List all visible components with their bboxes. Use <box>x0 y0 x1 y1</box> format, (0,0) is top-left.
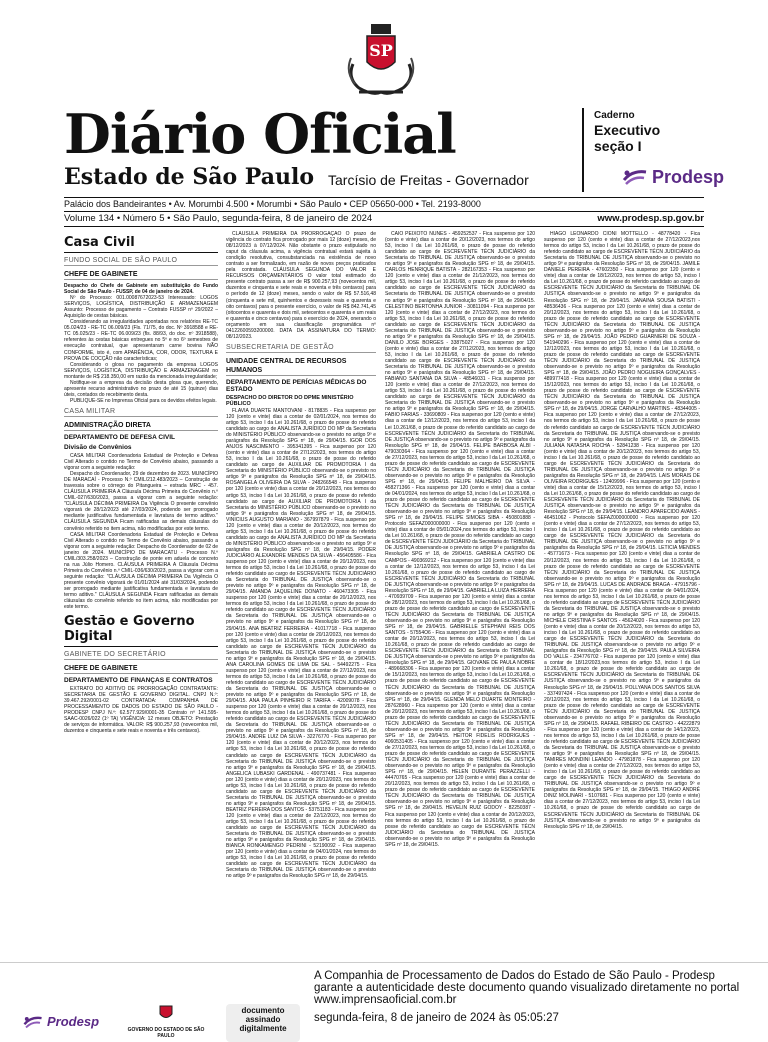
paragraph: FLAVIA DUARTE MANTOVANI - 8178835 - Fica suspenso por 120 (cento e vinte) dias a contar de 02/01/2024, nos termos do artigo 53, inciso I da Lei 10.261/68, o prazo de posse do referido candidato ao cargo de ANALISTA JURÍDICO DO MP da Secretaria do MINISTÉRIO PÚBLICO observando-se o previsto no artigo 9º e parágrafos da Resolução SPG nº 18, de 29/04/15. IGOR DOS ANJOS NASCIMENTO - 395341395 - Fica suspenso por 120 (cento e vinte) dias a contar de 27/12/2023, nos termos do artigo 53, inciso I da Lei 10.261/68, o prazo de posse do referido candidato ao cargo de AUXILIAR DE PROMOTORIA I da Secretaria do MINISTÉRIO PÚBLICO observando-se o previsto no artigo 9º e parágrafos da Resolução SPG nº 18, de 29/04/15. ROSANGELA OLIVEIRA DA SILVA - 248266548 - Fica suspenso por 120 (cento e vinte) dias a contar de 20/12/2023, nos termos do artigo 53, inciso I da Lei 10.261/68, o prazo de posse do referido candidato ao cargo de AUXILIAR DE PROMOTORIA I da Secretaria do MINISTÉRIO PÚBLICO observando-se o previsto no artigo 9º e parágrafos da Resolução SPG nº 18, de 29/04/15. VINICIUS AUGUSTO MARIANO - 367997879 - Fica suspenso por 120 (cento e vinte) dias a contar de 20/12/2023, nos termos do artigo 53, inciso I da Lei 10.261/68, o prazo de posse do referido candidato ao cargo de ANALISTA JURÍDICO DO MP da Secretaria do MINISTÉRIO PÚBLICO observando-se o previsto no artigo 9º e parágrafos da Resolução SPG nº 18, de 29/04/15. PODER JUDICIÁRIO ALEXANDRE MENDES DA SILVA - 456405586 - Fica suspenso por 120 (cento e vinte) dias a contar de 20/12/2023, nos termos do artigo 53, inciso I da Lei 10.261/68, o prazo de posse do referido candidato ao cargo de ESCREVENTE TÉCN JUDICIÁRIO da Secretaria do TRIBUNAL DE JUSTIÇA observando-se o previsto no artigo 9º e parágrafos da Resolução SPG nº 18, de 29/04/15. AMANDA JAQUELINE DONATO - 460473305 - Fica suspenso por 120 (cento e vinte) dias a contar de 20/12/2023, nos termos do artigo 53, inciso I da Lei 10.261/68, o prazo de posse do referido candidato ao cargo de ESCREVENTE TÉCN JUDICIÁRIO da Secretaria do TRIBUNAL DE JUSTIÇA observando-se o previsto no artigo 9º e parágrafos da Resolução SPG nº 18, de 29/04/15. ANA BEATRIZ FERREIRA - 41017718 - Fica suspenso por 120 (cento e vinte) dias a contar de 20/12/2023, nos termos do artigo 53, inciso I da Lei 10.261/68, o prazo de posse do referido candidato ao cargo de ESCREVENTE TÉCN JUDICIÁRIO da Secretaria do TRIBUNAL DE JUSTIÇA observando-se o previsto no artigo 9º e parágrafos da Resolução SPG nº 18, de 29/04/15. ANA CAROLINA GOMES DE LIMA DE SAL - 54492275 - Fica suspenso por 120 (cento e vinte) dias a contar de 27/12/2023, nos termos do artigo 53, inciso I da Lei 10.261/68, o prazo de posse do referido candidato ao cargo de ESCREVENTE TÉCN JUDICIÁRIO da Secretaria do TRIBUNAL DE JUSTIÇA observando-se o previsto no artigo 9º e parágrafos da Resolução SPG nº 18, de 29/04/15. ANA PAULA PINHEIRO R TARIFA - 42009078 - Fica suspenso por 120 (cento e vinte) dias a contar de 20/12/2023, nos termos do artigo 53, inciso I da Lei 10.261/68, o prazo de posse do referido candidato ao cargo de ESCREVENTE TÉCN JUDICIÁRIO da Secretaria do TRIBUNAL DE JUSTIÇA observando-se o previsto no artigo 9º e parágrafos da Resolução SPG nº 18, de 29/04/15. ANDRE LUIZ DA SILVA - 32276770 - Fica suspenso por 120 (cento e vinte) dias a contar de 20/12/2023, nos termos do artigo 53, inciso I da Lei 10.261/68, o prazo de posse do referido candidato ao cargo de ESCREVENTE TÉCN JUDICIÁRIO da Secretaria do TRIBUNAL DE JUSTIÇA observando-se o previsto no artigo 9º e parágrafos da Resolução SPG nº 18, de 29/04/15. ANGELICA LUBASKI GARDENAL - 490737481 - Fica suspenso por 120 (cento e vinte) dias a contar de 20/12/2023, nos termos do artigo 53, inciso I da Lei 10.261/68, o prazo de posse do referido candidato ao cargo de ESCREVENTE TÉCN JUDICIÁRIO da Secretaria do TRIBUNAL DE JUSTIÇA observando-se o previsto no artigo 9º e parágrafos da Resolução SPG nº 18, de 29/04/15. BEATRIZ PEREIRA DOS SANTOS - 53751183 - Fica suspenso por 120 (cento e vinte) dias a contar de 22/12/2023, nos termos do artigo 53, inciso I da Lei 10.261/68, o prazo de posse do referido candidato ao cargo de ESCREVENTE TÉCN JUDICIÁRIO da Secretaria do TRIBUNAL DE JUSTIÇA observando-se o previsto no artigo 9º e parágrafos da Resolução SPG nº 18, de 29/04/15. BIANCA RONKAMENGO PEDRINI - 52190092 - Fica suspenso por 120 (cento e vinte) dias a contar de 04/01/2024, nos termos do artigo 53, inciso I da Lei 10.261/68, o prazo de posse do referido candidato ao cargo de ESCREVENTE TÉCN JUDICIÁRIO da Secretaria do TRIBUNAL DE JUSTIÇA observando-se o previsto no artigo 9º e parágrafos da Resolução SPG nº 18, de 29/04/15. <box>226 407 376 880</box>
newspaper-title: Diário Oficial <box>64 102 456 166</box>
dispatch-heading: DESPACHO DO DIRETOR DO DPME MINISTÉRIO PÚBLICO <box>226 394 354 408</box>
footer-prodesp-brand: Prodesp <box>47 1014 100 1029</box>
paragraph: EXTRATO DO ADITIVO DE PRORROGAÇÃO CONTRATANTE: SECRETARIA DE GESTÃO E GOVERNO DIGITAL. CNPJ N.º: 39.467.292/0001-02 CONTRATADA: COMPANHIA DE PROCESSAMENTO DE DADOS DO ESTADO DE SÃO PAULO - PRODESP CNPJ N.º: 62.577.929/0001-35 Contrato nº 141.595-SAAC-0026/022 (1º TA) VIGÊNCIA: 12 meses OBJETO: Prestação de serviços de informática. VALOR: R$ 900.257,93 (novecentos mil, duzentos e cinquenta e sete reais e noventa e três centavos). <box>64 685 218 734</box>
volume-info: Volume 134 • Número 5 • São Paulo, segunda-feira, 8 de janeiro de 2024 <box>64 213 373 224</box>
department-heading: DEPARTAMENTO DE FINANÇAS E CONTRATOS <box>64 677 213 685</box>
footer-divider <box>0 962 768 963</box>
authenticity-notice: A Companhia de Processamento de Dados do Estado de São Paulo - Prodesp garante a autenticidade deste documento quando visualizado diretamente no portal www.imprensaoficial.com.br <box>314 970 740 1006</box>
department-heading: DEPARTAMENTO DE DEFESA CIVIL <box>64 433 175 441</box>
state-emblem-icon <box>156 1004 176 1022</box>
paragraph: Considerando as irregularidades apontadas nos relatórios RE-TC 05.024/23 - RE-TC 06.009/23 (Fls. 71/75, do doc. Nº 3918588 e RE-TC 05.025/23 - RE-TC 06.009/23 (fls. 88/93, do doc. nº 3918588), referentes às cestas básicas entregues no 5º e no 6º semestres de execução contratual, que apresentaram carne bovina NÃO CONFORME, isto é, com APARÊNCIA, COR, ODOR, TEXTURA E PROVA DE COCÇÃO não características; <box>64 319 218 362</box>
footer-prodesp-logo <box>22 1014 99 1029</box>
column-4 <box>544 231 700 1011</box>
section-heading: Gestão e Governo Digital <box>64 610 218 647</box>
government-logo-text: GOVERNO DO ESTADO DE SÃO PAULO <box>127 1027 205 1039</box>
paragraph: CLÁUSULA PRIMEIRA DA PRORROGAÇÃO O prazo de vigência do contrato fica prorrogado por mais 12 (doze) meses, de 08/12/2023 à 07/12/2024. Não obstante o prazo estipulado no caput da cláusula acima, a vigência contratual estará sujeita à condição resolutiva, consubstanciada na existência de novo contrato a ser formalizado, em razão de novos preços praticados pela contratada. CLÁUSULA SEGUNDA DO VALOR E RECURSOS ORÇAMENTÁRIOS O valor total estimado do presente contrato passa a ser de R$ 900.257,93 (novecentos mil, duzentos e cinquenta e sete reais e noventa e três centavos) para o período de 12 (doze) meses, sendo o valor de R$ 57.516,48 (cinquenta e sete mil, quinhentos e dezesseis reais e quarenta e oito centavos) para o presente exercício, o valor de R$ 842.741,45 (oitocentos e quarenta e dois mil, setecentos e quarenta e um reais e quarenta e cinco centavos) para o exercício de 2024, onerando o orçamento em sua classificação programática nº 04122600593200000. DATA DA ASSINATURA DO TERMO: 08/12/2023. <box>226 231 376 340</box>
caderno-name: Executivo <box>594 122 661 138</box>
department-heading: DEPARTAMENTO DE PERÍCIAS MÉDICAS DO ESTADO <box>226 378 367 394</box>
svg-text:SP: SP <box>369 41 393 60</box>
prodesp-brand: Prodesp <box>652 166 725 187</box>
paragraph: CASA MILITAR Coordenadoria Estadual de Proteção e Defesa Civil Alterado o contido no Termo de Convênio abaixo, passando a vigorar com a seguinte redação: Despacho do Coordenador de 02 de janeiro de 2024. MUNICÍPIO DE MARACATU - Processo N.º CMIL/303.258/2023 – Construção de ponte em aduela de concreto na rua Júlio Homero. CLÁUSULA PRIMEIRA A Cláusula Décima Primeira do Convênio n.º CMIL-036/630/2023, passa a vigorar com a seguinte redação: "CLÁUSULA DÉCIMA PRIMEIRA Da Vigência O presente convênio vigorará de 01/01/2024 até 31/03/2024, podendo ser prorrogado mediante justificativa fundamentada e lavratura de termo aditivo." CLÁUSULA SEGUNDA Ficam ratificadas as demais cláusulas do convênio referido no item acima, não modificadas por este termo. <box>64 531 218 611</box>
subsection-heading: GABINETE DO SECRETÁRIO <box>64 650 218 660</box>
website-link[interactable]: www.prodesp.sp.gov.br <box>597 213 704 224</box>
governor-name: Tarcísio de Freitas - Governador <box>328 172 529 188</box>
section-label: seção I <box>594 138 642 154</box>
office-heading: CHEFE DE GABINETE <box>64 664 218 674</box>
subsection-heading: CASA MILITAR <box>64 407 218 417</box>
prodesp-mark-icon <box>22 1015 44 1029</box>
office-heading: UNIDADE CENTRAL DE RECURSOS HUMANOS <box>226 357 376 376</box>
office-heading: ADMINISTRAÇÃO DIRETA <box>64 421 218 431</box>
column-3 <box>385 231 535 1011</box>
volume-bar <box>64 211 704 227</box>
caderno-label: Caderno <box>594 110 635 121</box>
digital-signature-seal: documento assinado digitalmente <box>226 1004 300 1042</box>
paragraph: Considerando o glosa no pagamento da empresa LOGOS SERVIÇOS, LOGÍSTICA, DISTRIBUIÇÃO E ARMAZENAGEM no montante de R$ 218.350,00 em razão da mencionada irregularidade; <box>64 361 218 380</box>
paragraph: Nº do Processo: 001.00087672023-53 Interessado: LOGOS SERVIÇOS, LOGÍSTICA, DISTRIBUIÇÃO E ARMAZENAGEM Assunto: Processo de pagamento – Contrato FUSSP nº 29/2022 – Aquisição de cestas básicas. <box>64 295 218 320</box>
prodesp-logo <box>622 166 724 188</box>
column-2 <box>226 231 376 1011</box>
division-heading: Divisão de Convênios <box>64 444 132 452</box>
section-heading: Casa Civil <box>64 231 218 253</box>
subsection-heading: SUBSECRETARIA DE GESTÃO <box>226 343 376 353</box>
subsection-heading: FUNDO SOCIAL DE SÃO PAULO <box>64 256 218 266</box>
newspaper-subtitle: Estado de São Paulo <box>64 164 315 190</box>
paragraph: CAIO PEIXOTO NUNES - 459252537 - Fica suspenso por 120 (cento e vinte) dias a contar de 20/12/2023, nos termos do artigo 53, inciso I da Lei 10.261/68, o prazo de posse do referido candidato ao cargo de ESCREVENTE TÉCN JUDICIÁRIO da Secretaria do TRIBUNAL DE JUSTIÇA observando-se o previsto no artigo 9º e parágrafos da Resolução SPG nº 18, de 29/04/15. CARLOS HENRIQUE BATISTA - 282167353 - Fica suspenso por 120 (cento e vinte) dias a contar de 21/12/2023, nos termos do artigo 53, inciso I da Lei 10.261/68, o prazo de posse do referido candidato ao cargo de ESCREVENTE TÉCN JUDICIÁRIO da Secretaria do TRIBUNAL DE JUSTIÇA observando-se o previsto no artigo 9º e parágrafos da Resolução SPG nº 18, de 29/04/15. CELESTINO BERTONHA JUNIOR - 30811094 - Fica suspenso por 120 (cento e vinte) dias a contar de 27/12/2023, nos termos do artigo 53, inciso I da Lei 10.261/68, o prazo de posse do referido candidato ao cargo de ESCREVENTE TÉCN JUDICIÁRIO da Secretaria do TRIBUNAL DE JUSTIÇA observando-se o previsto no artigo 9º e parágrafos da Resolução SPG nº 18, de 29/04/15. DANILO JOSE BORGES - 33875027 - Fica suspenso por 120 (cento e vinte) dias a contar de 27/12/2023, nos termos do artigo 53, inciso I da Lei 10.261/68, o prazo de posse do referido candidato ao cargo de ESCREVENTE TÉCN JUDICIÁRIO da Secretaria do TRIBUNAL DE JUSTIÇA observando-se o previsto no artigo 9º e parágrafos da Resolução SPG nº 18, de 29/04/15. FABIANO SANTANA DA SILVA - 48546031 - Fica suspenso por 120 (cento e vinte) dias a contar de 27/12/2023, nos termos do artigo 53, inciso I da Lei 10.261/68, o prazo de posse do referido candidato ao cargo de ESCREVENTE TÉCN JUDICIÁRIO da Secretaria do TRIBUNAL DE JUSTIÇA observando-se o previsto no artigo 9º e parágrafos da Resolução SPG nº 18, de 29/04/15. FABIO FARIAS - 33690809 - Fica suspenso por 120 (cento e vinte) dias a contar de 12/12/2023, nos termos do artigo 53, inciso I da Lei 10.261/68, o prazo de posse do referido candidato ao cargo de ESCREVENTE TÉCN JUDICIÁRIO da Secretaria do TRIBUNAL DE JUSTIÇA observando-se o previsto no artigo 9º e parágrafos da Resolução SPG nº 18, de 29/04/15. FELIPE BARBOSA ALBI - 479030364 - Fica suspenso por 120 (cento e vinte) dias a contar de 27/12/2023, nos termos do artigo 53, inciso I da Lei 10.261/68, o prazo de posse do referido candidato ao cargo de ESCREVENTE TÉCN JUDICIÁRIO da Secretaria do TRIBUNAL DE JUSTIÇA observando-se o previsto no artigo 9º e parágrafos da Resolução SPG nº 18, de 29/04/15. FELIPE MALHEIRO DA SILVA - 458271366 - Fica suspenso por 120 (cento e vinte) dias a contar de 04/01/2024, nos termos do artigo 53, inciso I da Lei 10.261/68, o prazo de posse do referido candidato ao cargo de ESCREVENTE TÉCN JUDICIÁRIO da Secretaria do TRIBUNAL DE JUSTIÇA observando-se o previsto no artigo 9º e parágrafos da Resolução SPG nº 18, de 29/04/15. FELIPE SIMOES SIBA - 450801888 - Protocolo SEFAZ000000000 - Fica suspenso por 120 (cento e vinte) dias a contar de 05/01/2024,nos termos do artigo 53, inciso I da Lei 10.261/68, o prazo de posse do referido candidato ao cargo de ESCREVENTE TÉCN JUDICIÁRIO da Secretaria do TRIBUNAL DE JUSTIÇA observando-se o previsto no artigo 9º e parágrafos da Resolução SPG nº 18, de 29/04/15. GABRIELA CASTRO DE CAMPOS - 490369212 - Fica suspenso por 120 (cento e vinte) dias a contar de 12/12/2023, nos termos do artigo 53, inciso I da Lei 10.261/68, o prazo de posse do referido candidato ao cargo de ESCREVENTE TÉCN JUDICIÁRIO da Secretaria do TRIBUNAL DE JUSTIÇA observando-se o previsto no artigo 9º e parágrafos da Resolução SPG nº 18, de 29/04/15. GABRIELLA LUIZA HERRERA - 470939709 - Fica suspenso por 120 (cento e vinte) dias a contar de 28/12/2023, nos termos do artigo 53, inciso I da Lei 10.261/68, o prazo de posse do referido candidato ao cargo de ESCREVENTE TÉCN JUDICIÁRIO da Secretaria do TRIBUNAL DE JUSTIÇA observando-se o previsto no artigo 9º e parágrafos da Resolução SPG nº 18, de 29/04/15. GABRIELLE STEPHANI REIS DOS SANTOS - 57554O6 - Fica suspenso por 120 (cento e vinte) dias a contar de 20/12/2023, nos termos do artigo 53, inciso I da Lei 10.261/68, o prazo de posse do referido candidato ao cargo de ESCREVENTE TÉCN JUDICIÁRIO da Secretaria do TRIBUNAL DE JUSTIÇA observando-se o previsto no artigo 9º e parágrafos da Resolução SPG nº 18, de 29/04/15. GIOVANE DE PAULA NOBRE - 489668306 - Fica suspenso por 120 (cento e vinte) dias a contar de 15/12/2023, nos termos do artigo 53, inciso I da Lei 10.261/68, o prazo de posse do referido candidato ao cargo de ESCREVENTE TÉCN JUDICIÁRIO da Secretaria do TRIBUNAL DE JUSTIÇA observando-se o previsto no artigo 9º e parágrafos da Resolução SPG nº 18, de 29/04/15. GLENDA MELO DUARTE MONTEIRO - 287628960 - Fica suspenso por 120 (cento e vinte) dias a contar de 20/12/2023, nos termos do artigo 53, inciso I da Lei 10.261/68, o prazo de posse do referido candidato ao cargo de ESCREVENTE TÉCN JUDICIÁRIO da Secretaria do TRIBUNAL DE JUSTIÇA observando-se o previsto no artigo 9º e parágrafos da Resolução SPG nº 18, de 29/04/15. HEITOR FIDELIS RODRIGUES - 4060531405 - Fica suspenso por 120 (cento e vinte) dias a contar de 27/12/2023, nos termos do artigo 53, inciso I da Lei 10.261/68, o prazo de posse do referido candidato ao cargo de ESCREVENTE TÉCN JUDICIÁRIO da Secretaria do TRIBUNAL DE JUSTIÇA observando-se o previsto no artigo 9º e parágrafos da Resolução SPG nº 18, de 29/04/15. HELEN DURANTE PERAZZELLI - 44470765 - Fica suspenso por 120 (cento e vinte) dias a contar de 20/12/2023, nos termos do artigo 53, inciso I da Lei 10.261/68, o prazo de posse do referido candidato ao cargo de ESCREVENTE TÉCN JUDICIÁRIO da Secretaria do TRIBUNAL DE JUSTIÇA observando-se o previsto no artigo 9º e parágrafos da Resolução SPG nº 18, de 29/04/15. HEVELIN RUIZ GODOY - 82250387 - Fica suspenso por 120 (cento e vinte) dias a contar de 20/12/2023, nos termos do artigo 53, inciso I da Lei 10.261/68, o prazo de posse do referido candidato ao cargo de ESCREVENTE TÉCN JUDICIÁRIO da Secretaria do TRIBUNAL DE JUSTIÇA observando-se o previsto no artigo 9º e parágrafos da Resolução SPG nº 18, de 29/04/15. <box>385 231 535 848</box>
office-heading: CHEFE DE GABINETE <box>64 270 218 280</box>
paragraph: Despacho do Coordenador, 29 de dezembro de 2023. MUNICÍPIO DE MARACAÍ - Processo N.º CMIL/212.483/2023 – Construção de travessia sobre o córrego do Pitangueira – estrada MRC - 457. CLÁUSULA PRIMEIRA A Cláusula Décima Primeira do Convênio n.º CMIL-027/630/2023, passa a vigorar com a seguinte redação: "CLÁUSULA DÉCIMA PRIMEIRA Da Vigência O presente convênio vigorará de 28/12/2023 até 27/03/2024, podendo ser prorrogado mediante justificativa fundamentada e lavratura de termo aditivo." CLÁUSULA SEGUNDA Ficam ratificadas as demais cláusulas do convênio referido no item acima, não modificadas por este termo. <box>64 471 218 532</box>
paragraph: PUBLIQUE-SE no Imprensa Oficial para os devidos efeitos legais. <box>70 397 217 404</box>
paragraph: Notifique-se a empresa da decisão desta glosa que, querendo, apresente recurso administrativo no prazo de até 15 (quinze) dias úteis, contados do recebimento desta. <box>64 379 218 398</box>
dispatch-title: Despacho do Chefe de Gabinete em substituição do Fundo Social de São Paulo - FUSSP, de 04 de janeiro de 2024. <box>64 283 218 296</box>
address-line: Palácio dos Bandeirantes • Av. Morumbi 4.500 • Morumbi • São Paulo • CEP 05650-000 • Tel. 2193-8000 <box>64 197 704 210</box>
publication-timestamp: segunda-feira, 8 de janeiro de 2024 às 05:05:27 <box>314 1012 559 1024</box>
paragraph: HIAGO LEONARDO CIONI MOTTELLO - 48778420 - Fica suspenso por 120 (cento e vinte) dias a contar de 27/12/2023,nos termos do artigo 53, inciso I da Lei 10.261/68, o prazo de posse do referido candidato ao cargo de ESCREVENTE TÉCN JUDICIÁRIO da Secretaria do TRIBUNAL DE JUSTIÇA observando-se o previsto no artigo 9º e parágrafos da Resolução SPG nº 18, de 29/04/15. JAMILE DANIELE PEREIRA - 47602350 - Fica suspenso por 120 (cento e vinte) dias a contar de 18/12/2023, nos termos do artigo 53, inciso I da Lei 10.261/68, o prazo de posse do referido candidato ao cargo de ESCREVENTE TÉCN JUDICIÁRIO da Secretaria do TRIBUNAL DE JUSTIÇA observando-se o previsto no artigo 9º e parágrafos da Resolução SPG nº 18, de 29/04/15. JANAINA SOUSA BATISTI - 48536436 - Fica suspenso por 120 (cento e vinte) dias a contar de 20/12/2023, nos termos do artigo 53, inciso I da Lei 10.261/68, o prazo de posse do referido candidato ao cargo de ESCREVENTE TÉCN JUDICIÁRIO da Secretaria do TRIBUNAL DE JUSTIÇA observando-se o previsto no artigo 9º e parágrafos da Resolução SPG nº 18, de 29/04/15. JOÃO PEDRO GUARNIERI DE SOUZA - 541940296 - Fica suspenso por 120 (cento e vinte) dias a contar de 12/12/2023, nos termos do artigo 53, inciso I da Lei 10.261/68, o prazo de posse do referido candidato ao cargo de ESCREVENTE TÉCN JUDICIÁRIO da Secretaria do TRIBUNAL DE JUSTIÇA observando-se o previsto no artigo 9º e parágrafos da Resolução SPG nº 18, de 29/04/15. JOÃO PEDRO NOGUEIRA GONÇALVES - 489977418 - Fica suspenso por 120 (cento e vinte) dias a contar de 15/12/2023, nos termos do artigo 53, inciso I da Lei 10.261/68, o prazo de posse do referido candidato ao cargo de ESCREVENTE TÉCN JUDICIÁRIO da Secretaria do TRIBUNAL DE JUSTIÇA observando-se o previsto no artigo 9º e parágrafos da Resolução SPG nº 18, de 29/04/15. JORGE CARVALHO MARTINS - 48344005 - Fica suspenso por 120 (cento e vinte) dias a contar de 27/12/2023, nos termos do artigo 53, inciso I da Lei 10.261/68, o prazo de posse do referido candidato ao cargo de ESCREVENTE TÉCN JUDICIÁRIO da Secretaria do TRIBUNAL DE JUSTIÇA observando-se o previsto no artigo 9º e parágrafos da Resolução SPG nº 18, de 29/04/15. JULIANA NATASHA ROCHA - 52841238 - Fica suspenso por 120 (cento e vinte) dias a contar de 20/12/2023, nos termos do artigo 53, inciso I da Lei 10.261/68, o prazo de posse do referido candidato ao cargo de ESCREVENTE TÉCN JUDICIÁRIO da Secretaria do TRIBUNAL DE JUSTIÇA observando-se o previsto no artigo 9º e parágrafos da Resolução SPG nº 18, de 29/04/15. LAIS MORAIS DE OLIVEIRA RODRIGUES - 12409996 - Fica suspenso por 120 (cento e vinte) dias a contar de 15/12/2023, nos termos do artigo 53, inciso I da Lei 10.261/68, o prazo de posse do referido candidato ao cargo de ESCREVENTE TÉCN JUDICIÁRIO da Secretaria do TRIBUNAL DE JUSTIÇA observando-se o previsto no artigo 9º e parágrafos da Resolução SPG nº 18, de 29/04/15. LEANDRO APARECIDO AVANS - 46451062 - Protocolo SEFAZ000000000 - Fica suspenso por 120 (cento e vinte) dias a contar de 27/12/2023, nos termos do artigo 53, inciso I da Lei 10.261/68, o prazo de posse do referido candidato ao cargo de ESCREVENTE TÉCN JUDICIÁRIO da Secretaria do TRIBUNAL DE JUSTIÇA observando-se o previsto no artigo 9º e parágrafos da Resolução SPG nº 18, de 29/04/15. LETICIA MENDES - 45771673 - Fica suspenso por 120 (cento e vinte) dias a contar de 20/12/2023, nos termos do artigo 53, inciso I da Lei 10.261/68, o prazo de posse do referido candidato ao cargo de ESCREVENTE TÉCN JUDICIÁRIO da Secretaria do TRIBUNAL DE JUSTIÇA observando-se o previsto no artigo 9º e parágrafos da Resolução SPG nº 18, de 29/04/15. LUCAS DE ANDRADE BRAGA - 47915796 - Fica suspenso por 120 (cento e vinte) dias a contar de 04/01/2024, nos termos do artigo 53, inciso I da Lei 10.261/68, o prazo de posse do referido candidato ao cargo de ESCREVENTE TÉCN JUDICIÁRIO da Secretaria do TRIBUNAL DE JUSTIÇA observando-se o previsto no artigo 9º e parágrafos da Resolução SPG nº 18, de 29/04/15. MICHELE CRISTINA F SANTOS - 45624020 - Fica suspenso por 120 (cento e vinte) dias a contar de 20/12/2023, nos termos do artigo 53, inciso I da Lei 10.261/68, o prazo de posse do referido candidato ao cargo de ESCREVENTE TÉCN JUDICIÁRIO da Secretaria do TRIBUNAL DE JUSTIÇA observando-se o previsto no artigo 9º e parágrafos da Resolução SPG nº 18, de 29/04/15. PAULA SILVEIRA DO VALLE - 234776702 - Fica suspenso por 120 (cento e vinte) dias a contar de 18/12/2023,nos termos do artigo 53, inciso I da Lei 10.261/68, o prazo de posse do referido candidato ao cargo de ESCREVENTE TÉCN JUDICIÁRIO da Secretaria do TRIBUNAL DE JUSTIÇA observando-se o previsto no artigo 9º e parágrafos da Resolução SPG nº 18, de 29/04/15. POLLYANA DOS SANTOS SILVA - 337497424 - Fica suspenso por 120 (cento e vinte) dias a contar de 20/12/2023, nos termos do artigo 53, inciso I da Lei 10.261/68, o prazo de posse do referido candidato ao cargo de ESCREVENTE TÉCN JUDICIÁRIO da Secretaria do TRIBUNAL DE JUSTIÇA observando-se o previsto no artigo 9º e parágrafos da Resolução SPG nº 18, de 29/04/15. RAFAEL RIBEIRO DE CASTRO - 44222879 - Fica suspenso por 120 (cento e vinte) dias a contar de 14/12/2023, nos termos do artigo 53, inciso I da Lei 10.261/68, o prazo de posse do referido candidato ao cargo de ESCREVENTE TÉCN JUDICIÁRIO da Secretaria do TRIBUNAL DE JUSTIÇA observando-se o previsto no artigo 9º e parágrafos da Resolução SPG nº 18, de 29/04/15. TAMIRES MONDINI LEANDO - 47981878 - Fica suspenso por 120 (cento e vinte) dias a contar de 27/12/2023, nos termos do artigo 53, inciso I da Lei 10.261/68, o prazo de posse do referido candidato ao cargo de ESCREVENTE TÉCN JUDICIÁRIO da Secretaria do TRIBUNAL DE JUSTIÇA observando-se o previsto no artigo 9º e parágrafos da Resolução SPG nº 18, de 29/04/15. THIAGO ANDRÉ DINIZ MOLINARI - 5107681 - Fica suspenso por 120 (cento e vinte) dias a contar de 27/12/2023, nos termos do artigo 53, inciso I da Lei 10.261/68, o prazo de posse do referido candidato ao cargo de ESCREVENTE TÉCN JUDICIÁRIO da Secretaria do TRIBUNAL DE JUSTIÇA observando-se o previsto no artigo 9º e parágrafos da Resolução SPG nº 18, de 29/04/15. <box>544 231 700 830</box>
header-divider <box>582 108 584 192</box>
paragraph: CASA MILITAR Coordenadoria Estadual de Proteção e Defesa Civil Alterado o contido no Termo de Convênio abaixo, passando a vigorar com a seguinte redação: <box>64 452 218 472</box>
prodesp-mark-icon <box>622 168 648 186</box>
state-coat-of-arms-icon <box>345 18 417 98</box>
column-1 <box>64 231 218 1011</box>
government-logo <box>126 1004 206 1039</box>
